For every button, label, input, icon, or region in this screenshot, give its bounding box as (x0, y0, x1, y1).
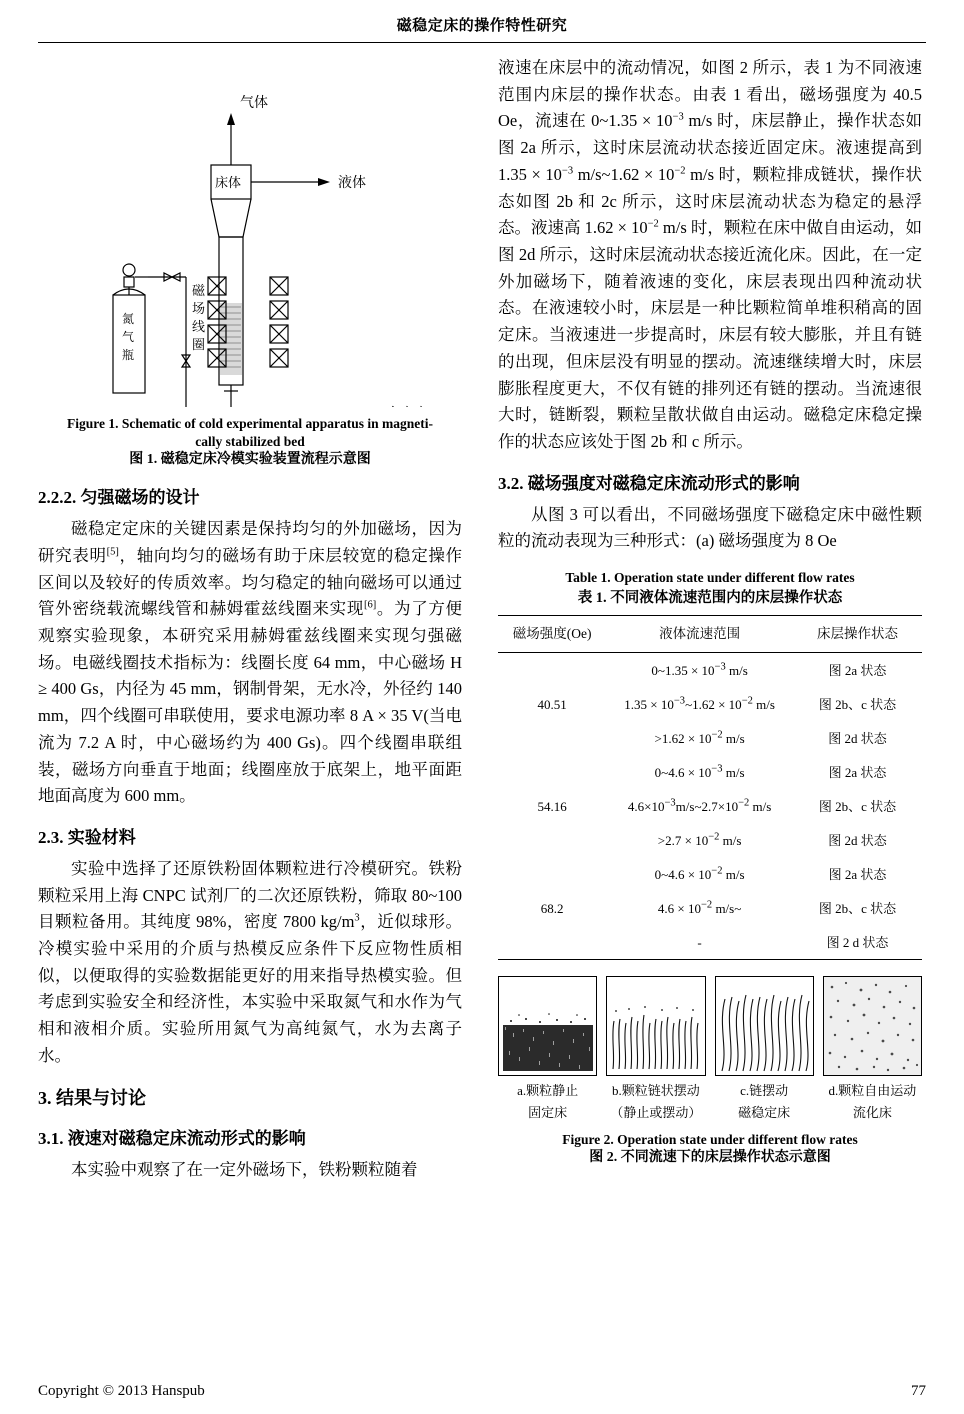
paragraph-right-continued: 液速在床层中的流动情况，如图 2 所示，表 1 为不同液速范围内床层的操作状态。由表 1 看出，磁场强度为 40.5 Oe，流速在 0~1.35 × $10^{-3}$ m/s 时，床层静止，操作状态如图 2a 所示，这时床层流动状态接近固定床。液速提高到 $1.35 \times 10^{-3}$ m/s~1.62 × $10^{-2}$ m/s 时，颗粒排成链状，操作状态如图 2b 和 2c 所示，这时床层流动状态为稳定的悬浮态。液速高 $1.62 \times 10^{-2}$ m/s 时，颗粒在床中做自由运动，如图 2d 所示，这时床层流动状态接近流化床。因此，在一定外加磁场下，随着液速的变化，床层表现出四种流动状态。在液速较小时，床层是一种比颗粒简单堆积稍高的固定床。当液速进一步提高时，床层有较大膨胀，并且有链的出现，但床层没有明显的摆动。流速继续增大时，床层膨胀程度更大，不仅有链的排列还有链的摆动。当流速很大时，链断裂，颗粒呈散状做自由运动。磁稳定床稳定操作的状态应该处于图 2b 和 c 所示。 (498, 58, 923, 452)
figure-1-caption-en-line2: cally stabilized bed (195, 434, 305, 450)
figure-2-caption (498, 1131, 922, 1168)
cell-field (498, 653, 606, 688)
figure-1-label-cyl-1: 氮 (122, 312, 135, 326)
table-row (498, 857, 922, 891)
figure-1-caption-en-line1: Figure 1. Schematic of cold experimental apparatus in magneti- (66, 416, 434, 431)
table-1-title-en: Table 1. Operation state under different flow rates (565, 570, 855, 586)
right-column (498, 55, 922, 1183)
cell-flow: $4.6 \times 10^{-2}$ m/s~ (657, 899, 742, 916)
table-1-title-cn: 表 1. 不同液体流速范围内的床层操作状态 (577, 589, 843, 606)
cell-field: 54.16 (537, 798, 567, 814)
cell-state: 图 2b、c 状态 (818, 798, 897, 814)
figure-1-caption (38, 415, 462, 470)
cell-field: 40.51 (537, 696, 567, 712)
figure-2-sublabel-c: 磁稳定床 (738, 1104, 791, 1120)
panel-d-svg (824, 977, 922, 1075)
table-header-row (498, 616, 922, 653)
cell-state: 图 2d 状态 (828, 832, 887, 848)
figure-2-panel-sublabels (498, 1102, 922, 1123)
figure-2-sublabel-b: （静止或摆动） (610, 1104, 702, 1120)
figure-2-panels (498, 976, 922, 1076)
panel-a-svg (499, 977, 597, 1075)
table-row (498, 755, 922, 789)
cell-flow: 0~4.6 × $10^{-3}$ m/s (654, 763, 745, 780)
figure-1-label-coil-3: 线 (192, 319, 206, 334)
cell-flow: $>2.7 \times 10^{-2}$ m/s (657, 831, 742, 848)
table-row (498, 721, 922, 755)
section-heading-3: 3. 结果与讨论 (38, 1087, 146, 1108)
figure-2-sublabel-a: 固定床 (528, 1104, 568, 1120)
figure-2-label-d: d.颗粒自由运动 (828, 1083, 917, 1099)
page-number: 77 (911, 1383, 926, 1399)
copyright-text: Copyright © 2013 Hanspub (38, 1383, 205, 1399)
figure-1-diagram (38, 55, 462, 407)
figure-2-panel-b (606, 976, 705, 1076)
paragraph-3-2: 从图 3 可以看出，不同磁场强度下磁稳定床中磁性颗粒的流动表现为三种形式：(a) 磁场强度为 8 Oe (498, 504, 922, 551)
cell-flow: $4.6\times 10^{-3}m/s\sim 2.7\times 10^{-2}$ m/s (627, 797, 772, 814)
figure-2-panel-a (498, 976, 597, 1076)
cell-field (498, 755, 606, 789)
table-header-field: 磁场强度(Oe) (498, 616, 606, 653)
figure-1-label-water (386, 405, 428, 407)
figure-1-label-coil-1: 磁 (192, 283, 206, 298)
table-row (498, 653, 922, 688)
section-heading-2-3: 2.3. 实验材料 (38, 828, 136, 848)
figure-1-svg (38, 55, 462, 407)
two-column-body (38, 55, 926, 1183)
figure-1-label-liquid: 液体 (338, 176, 366, 191)
figure-2-label-a: a.颗粒静止 (517, 1083, 579, 1099)
figure-2-panel-c (715, 976, 814, 1076)
table-row (498, 789, 922, 823)
cell-state: 图 2b、c 状态 (818, 900, 897, 916)
figure-2-sublabel-d: 流化床 (852, 1104, 892, 1120)
figure-2-panel-labels (498, 1081, 922, 1101)
figure-1-label-bed: 床体 (215, 175, 242, 190)
figure-1-label-coil-4: 圈 (192, 337, 206, 352)
cell-field: 68.2 (540, 900, 564, 916)
cell-flow: $>1.62 \times 10^{-2}$ m/s (654, 729, 745, 746)
table-header-state: 床层操作状态 (793, 616, 922, 653)
section-heading-2-2-2: 2.2.2. 匀强磁场的设计 (38, 488, 200, 508)
figure-2-caption-cn: 图 2. 不同流速下的床层操作状态示意图 (589, 1150, 831, 1166)
paragraph-2-3: 实验中选择了还原铁粉固体颗粒进行冷模研究。铁粉颗粒采用上海 CNPC 试剂厂的二次还原铁粉，筛取 80~100 目颗粒备用。其纯度 98%，密度 7800 $kg/m^3$，近似球形。冷模实验中采用的介质与热模反应条件下反应物性质相似，以便取得的实验数据能更好的用来指导热模实验。但考虑到实验安全和经济性，本实验中采取氮气和水作为气相和液相介质。实验所用氮气为高纯氮气，水为去离子水。 (38, 858, 462, 1065)
paragraph-3-1: 本实验中观察了在一定外磁场下，铁粉颗粒随着 (71, 1159, 418, 1179)
table-row (498, 891, 922, 925)
cell-flow: $1.35 \times 10^{-3}\sim 1.62 \times 10^{-2}$ m/s (624, 695, 775, 712)
paragraph-2-2-2: 磁稳定定床的关键因素是保持均匀的外加磁场，因为研究表明[5]，轴向均匀的磁场有助于床层较宽的稳定操作区间以及较好的传质效率。均匀稳定的轴向磁场可以通过管外密绕载流螺线管和赫姆霍兹线圈来实现[6]。为了方便观察实验现象，本研究采用赫姆霍兹线圈来实现匀强磁场。电磁线圈技术指标为：线圈长度 64 mm，中心磁场 H ≥ 400 Gs，内径为 45 mm，钢制骨架，无水冷，外径约 140 mm，四个线圈可串联使用，要求电源功率 8 A × 35 V(当电流为 7.2 A 时，中心磁场约为 400 Gs)。四个线圈串联组装，磁场方向垂直于地面；线圈座放于底架上，地平面距地面高度为 600 mm。 (38, 519, 462, 806)
cell-flow: - (606, 925, 793, 960)
table-row (498, 925, 922, 960)
running-head: 磁稳定床的操作特性研究 (396, 18, 568, 34)
cell-state: 图 2d 状态 (828, 730, 887, 746)
cell-field (498, 721, 606, 755)
cell-flow: 0~4.6 × $10^{-2}$ m/s (654, 865, 745, 882)
figure-1-label-gas: 气体 (240, 96, 268, 111)
panel-c-svg (716, 977, 814, 1075)
cell-state: 图 2a 状态 (828, 764, 887, 780)
figure-1-label-cyl-2: 气 (122, 330, 135, 344)
header-rule (38, 42, 926, 43)
cell-state: 图 2a 状态 (828, 866, 887, 882)
table-1-title (498, 569, 922, 608)
figure-1-caption-cn: 图 1. 磁稳定床冷模实验装置流程示意图 (129, 452, 371, 468)
table-header-flow: 液体流速范围 (606, 616, 793, 653)
cell-field (498, 857, 606, 891)
figure-1-label-cyl-3: 瓶 (122, 348, 135, 362)
figure-2 (498, 976, 922, 1168)
section-heading-3-1: 3.1. 液速对磁稳定床流动形式的影响 (38, 1128, 306, 1148)
section-heading-3-2: 3.2. 磁场强度对磁稳定床流动形式的影响 (498, 473, 800, 493)
cell-flow: 0~1.35 × $10^{-3}$ m/s (651, 661, 748, 678)
page-footer (38, 1383, 926, 1400)
cell-field (498, 823, 606, 857)
figure-2-label-b: b.颗粒链状摆动 (611, 1083, 700, 1099)
cell-field (498, 925, 606, 960)
table-row (498, 687, 922, 721)
cell-state: 图 2a 状态 (828, 662, 887, 678)
table-row (498, 823, 922, 857)
panel-b-svg (607, 977, 705, 1075)
figure-2-label-c: c.链摆动 (740, 1083, 789, 1099)
cell-state: 图 2b、c 状态 (818, 696, 897, 712)
table-1 (498, 615, 922, 960)
figure-1-label-coil-2: 场 (192, 301, 206, 316)
left-column (38, 55, 462, 1183)
cell-state: 图 2 d 状态 (793, 925, 922, 960)
figure-2-caption-en: Figure 2. Operation state under different flow rates (562, 1132, 858, 1148)
figure-2-panel-d (823, 976, 922, 1076)
